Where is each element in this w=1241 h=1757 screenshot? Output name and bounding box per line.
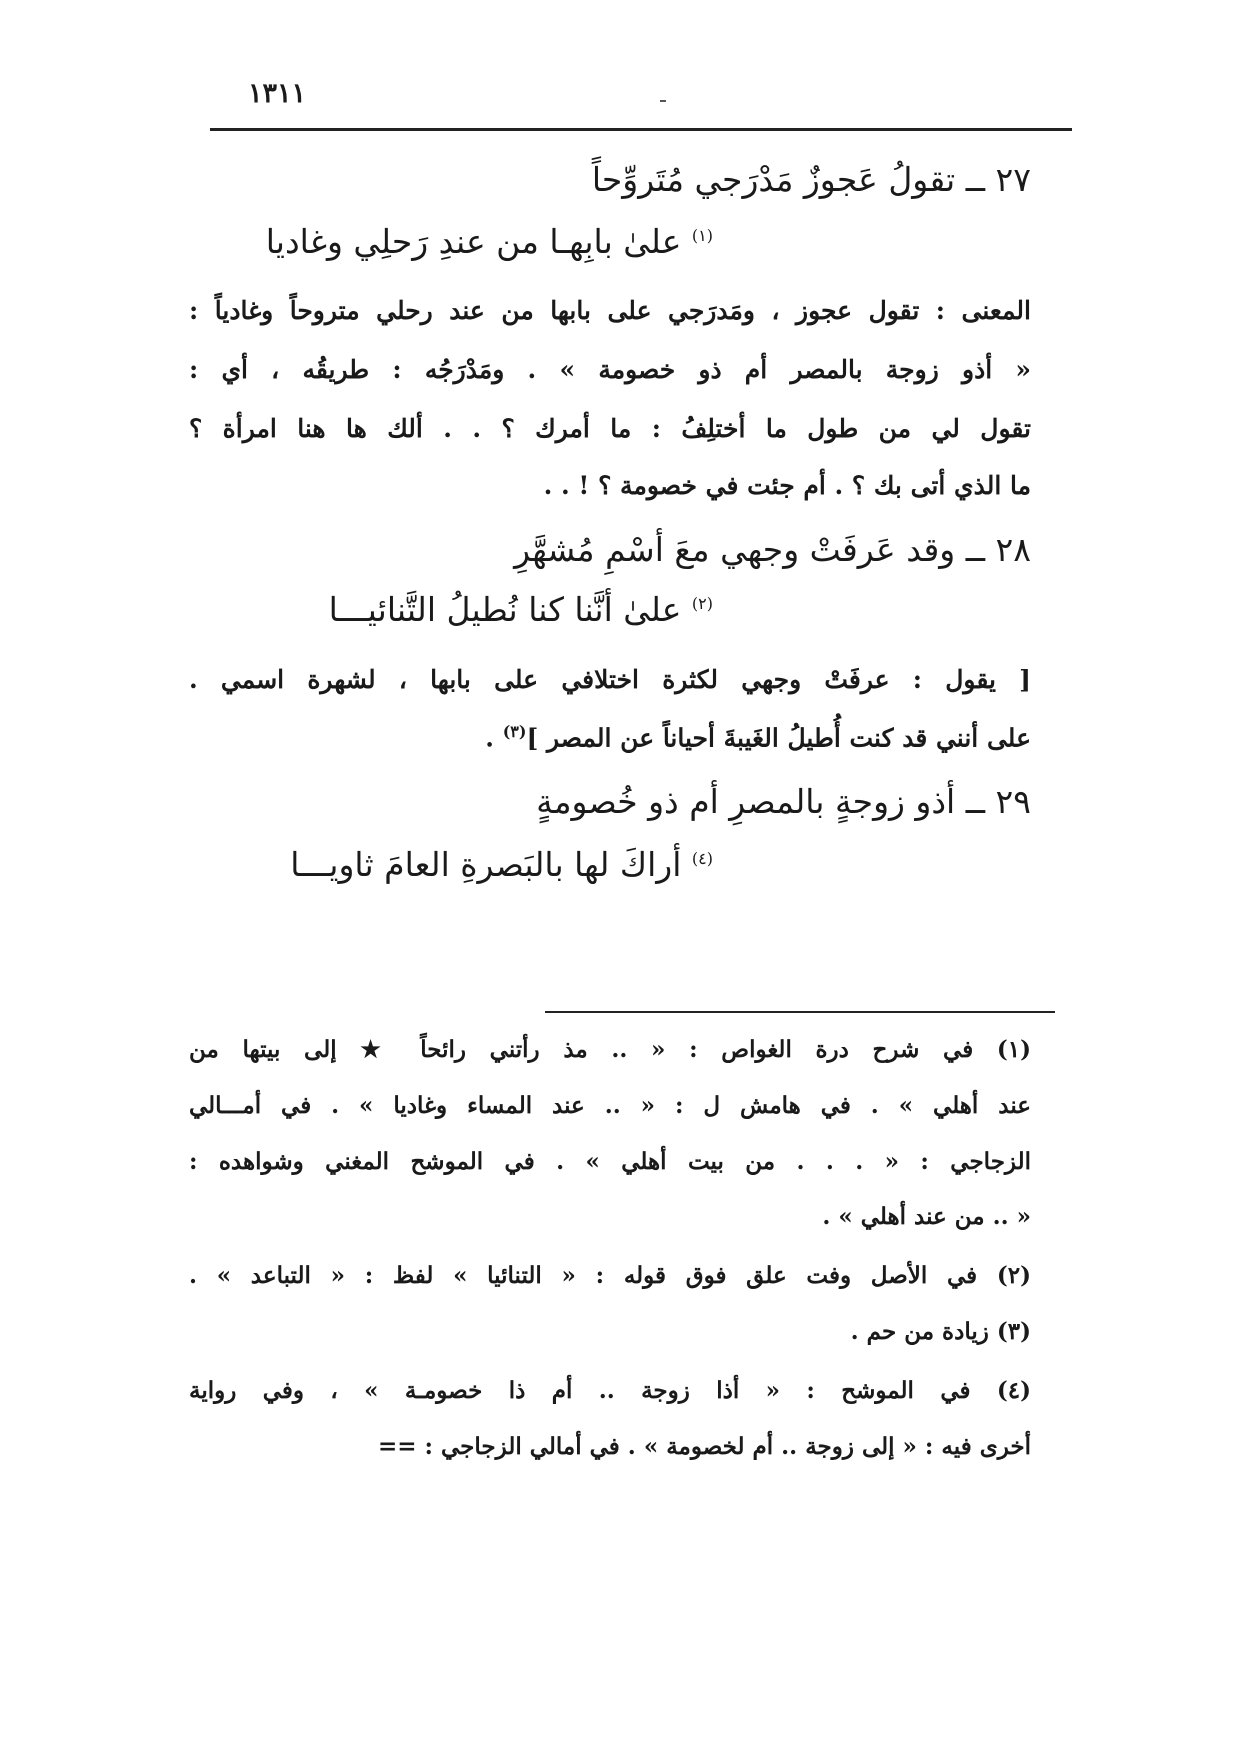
footnote-4-line-1: (٤) في الموشح : « أذا زوجة .. أم ذا خصومـة » ، وفي رواية [189,1377,1031,1404]
dash-mark [660,100,666,102]
commentary-1-line-3: تقول لي من طول ما أختلِفُ : ما أمرك ؟ . . ألك ها هنا امرأة ؟ [189,414,1031,443]
verse-29-first-hemistich: ٢٩ ــ أذو زوجةٍ بالمصرِ أم ذو خُصومةٍ [536,782,1031,821]
footnote-1-line-1: (١) في شرح درة الغواص : « .. مذ رأتني رائحاً ★ إلى بيتها من [189,1036,1031,1063]
footnote-ref-2: (٢) [691,594,713,613]
verse-29-second-hemistich [290,845,713,884]
verse-28-second-hemistich [329,590,713,629]
footnote-3-line-1: (٣) زيادة من حم . [850,1318,1031,1345]
verse-29-second-text: أراكَ لها بالبَصرةِ العامَ ثاويـــا [290,845,682,884]
footnote-ref-3: (٣) [502,722,527,741]
commentary-1-line-1: المعنى : تقول عجوز ، ومَدرَجي على بابها من عند رحلي متروحاً وغادياً : [189,296,1031,325]
commentary-1-line-4: ما الذي أتى بك ؟ . أم جئت في خصومة ؟ ! . . [543,471,1031,500]
commentary-2-line-2-text: على أنني قد كنت أُطيلُ الغَيبةَ أحياناً عن المصر ] [526,723,1031,753]
footnote-rule [545,1011,1055,1013]
commentary-2-line-2 [485,722,1031,752]
verse-27-second-hemistich [266,222,713,261]
footnote-ref-4: (٤) [691,849,713,868]
header-rule [210,128,1072,131]
verse-28-first-hemistich: ٢٨ ــ وقد عَرفَتْ وجهي معَ أسْمِ مُشهَّرِ [514,530,1031,569]
footnote-1-line-4: « .. من عند أهلي » . [822,1203,1031,1230]
page-number: ١٣١١ [248,78,307,109]
commentary-1-line-2: « أذو زوجة بالمصر أم ذو خصومة » . ومَدْرَجُه : طريقُه ، أي : [189,355,1031,384]
footnote-1-line-3: الزجاجي : « . . . من بيت أهلي » . في الموشح المغني وشواهده : [189,1148,1031,1175]
footnote-ref-1: (١) [691,226,713,245]
footnote-4-line-2: أخرى فيه : « إلى زوجة .. أم لخصومة » . في أمالي الزجاجي : == [377,1433,1031,1460]
verse-27-first-hemistich: ٢٧ ــ تقولُ عَجوزٌ مَدْرَجي مُتَروِّحاً [591,160,1031,199]
commentary-2-line-2-end: . [485,723,503,753]
footnote-2-line-1: (٢) في الأصل وفت علق فوق قوله : « التنائيا » لفظ : « التباعد » . [189,1262,1031,1289]
footnote-1-line-2: عند أهلي » . في هامش ل : « .. عند المساء وغاديا » . في أمـــالي [189,1092,1031,1119]
verse-28-second-text: علىٰ أنَّنا كنا نُطيلُ التَّنائيـــا [328,590,682,629]
verse-27-second-text: علىٰ بابِهـا من عندِ رَحلِي وغاديا [265,222,682,261]
commentary-2-line-1: [ يقول : عرفَتْ وجهي لكثرة اختلافي على بابها ، لشهرة اسمي . [189,665,1031,694]
